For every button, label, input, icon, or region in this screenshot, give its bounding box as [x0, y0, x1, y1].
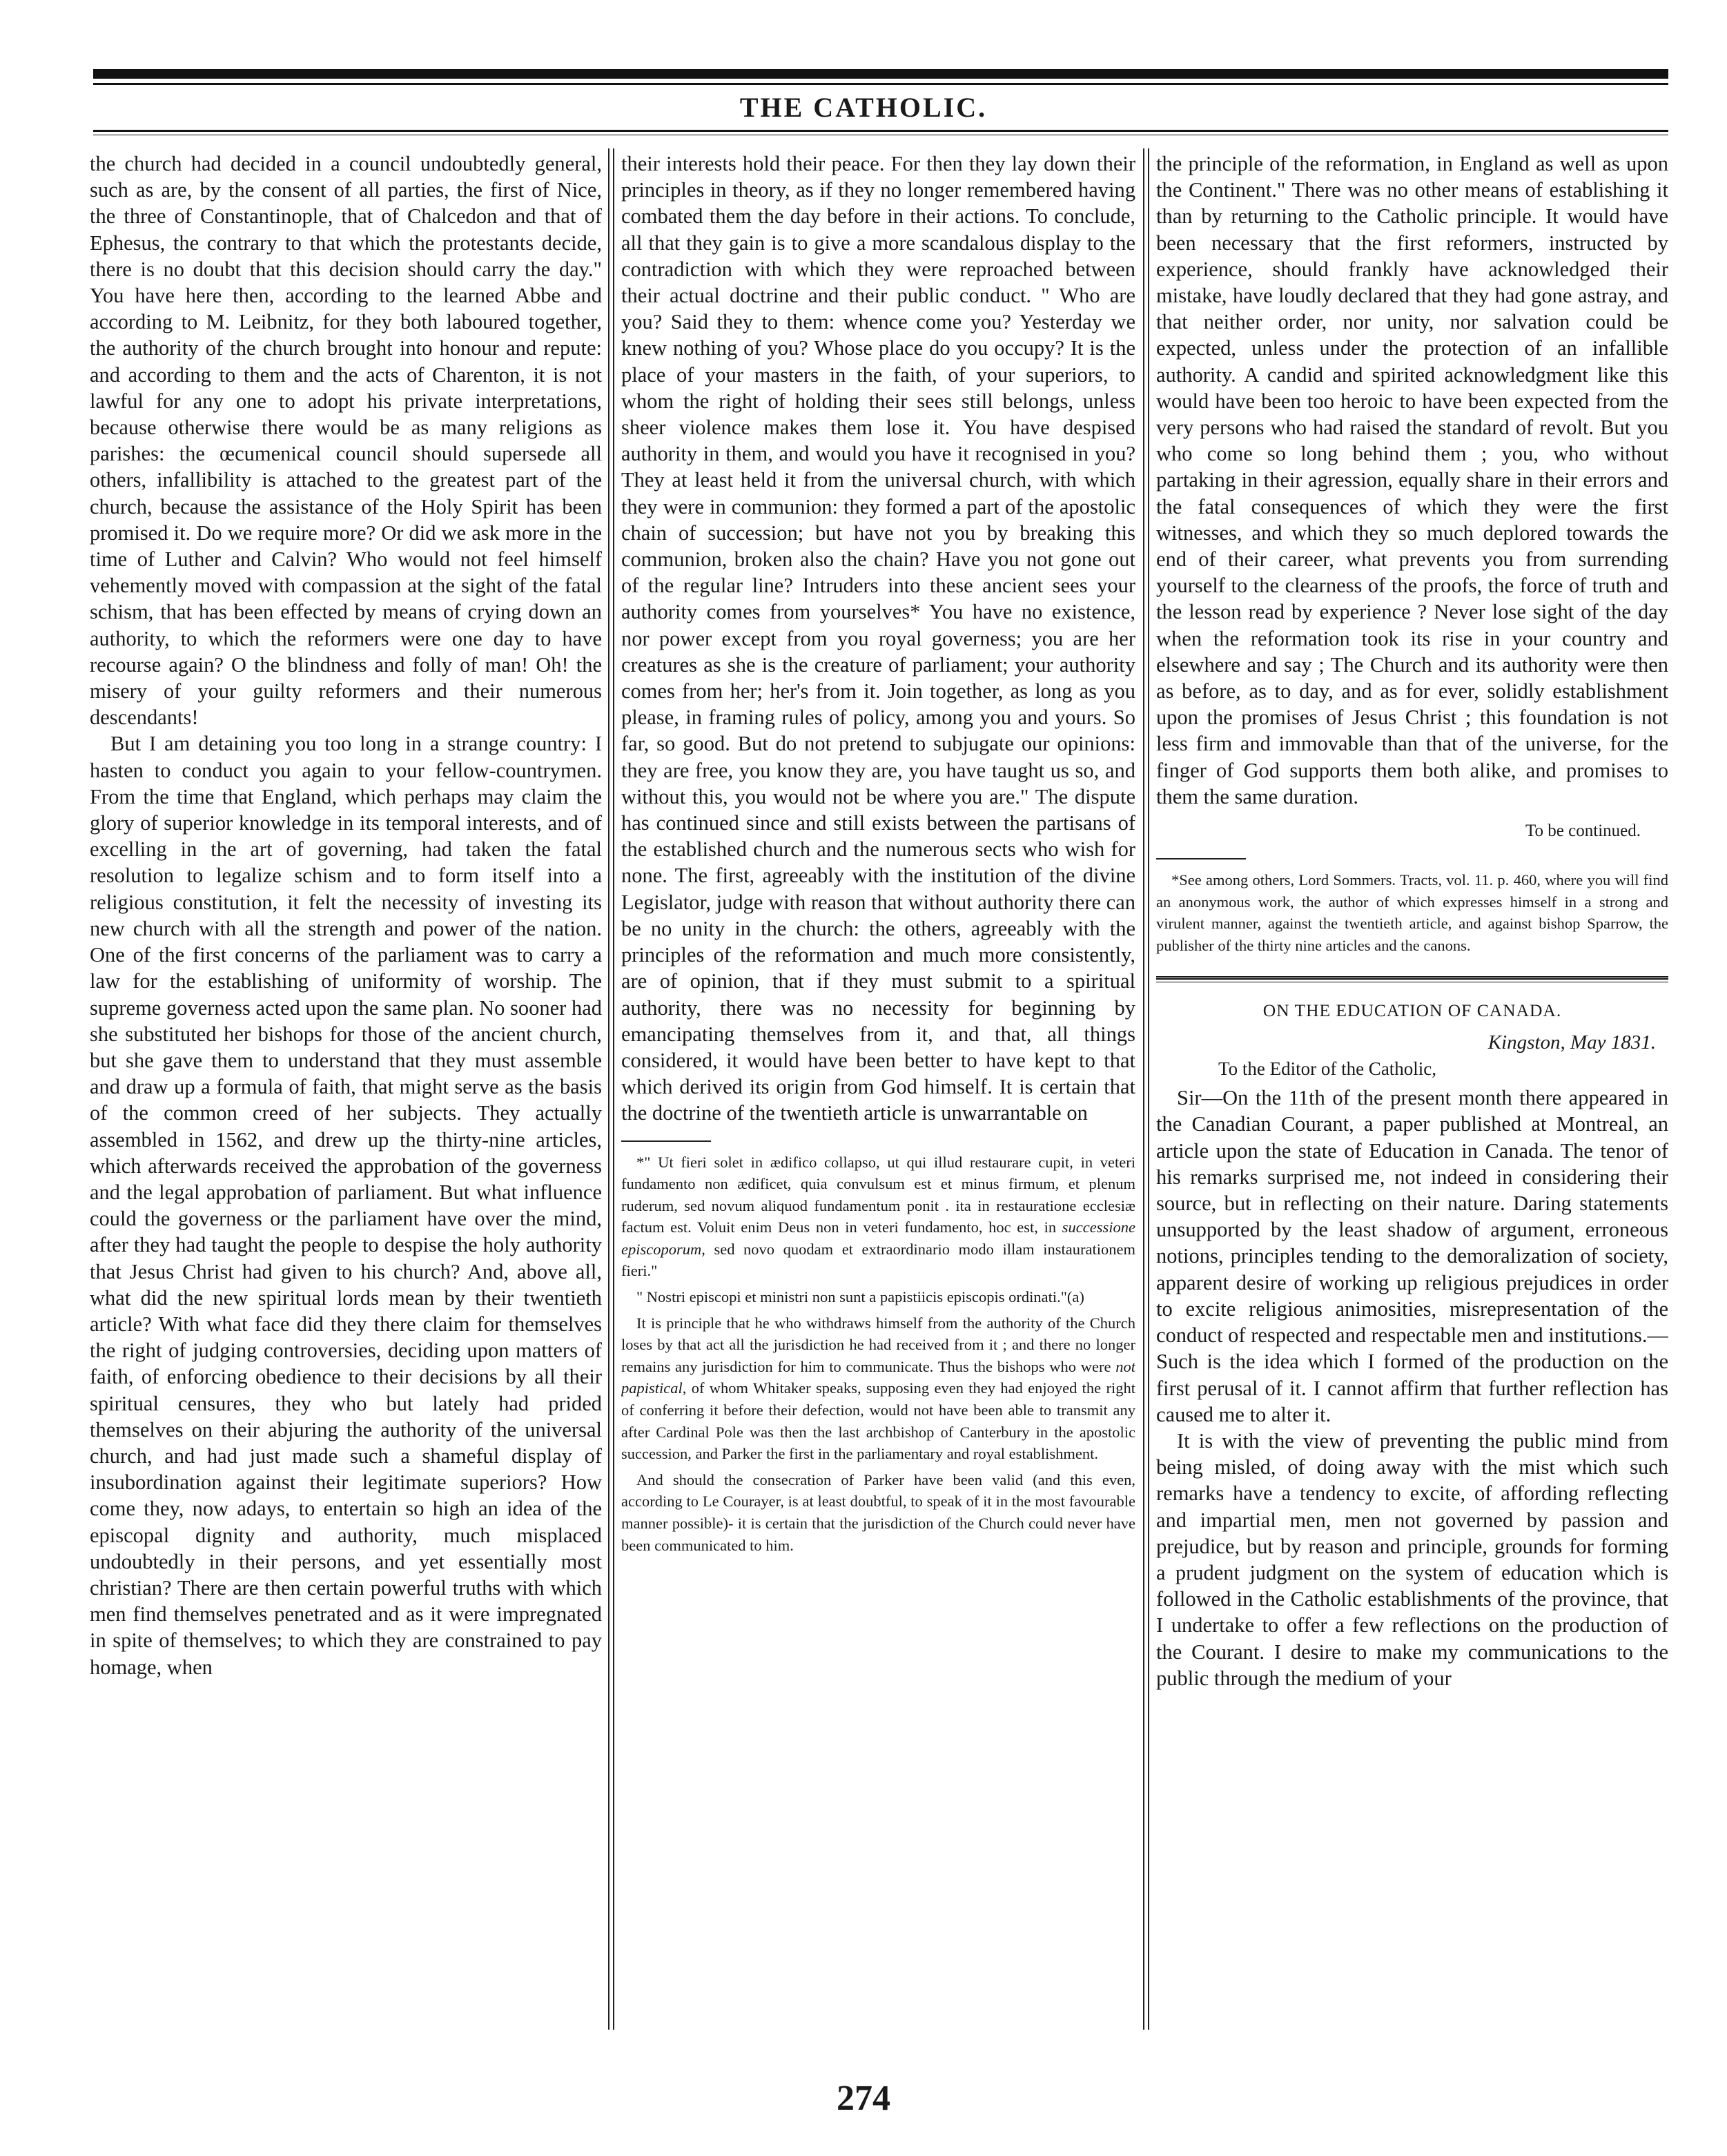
to-be-continued: To be continued. [1525, 822, 1641, 841]
top-thin-rule [93, 83, 1668, 85]
letter-paragraph-1: Sir—On the 11th of the present month there appeared in the Canadian Courant, a paper published at Montreal, an article upon the state of Education in Canada. The tenor of his remarks surprised me, not indeed in considering their source, but in reflecting on their nature. Daring statements unsupported by the least shadow of argument, erroneous notions, principles tending to the demoralization of society, apparent desire of working up religious prejudices in order to excite religious animosities, misrepresentation of the conduct of respected and respectable men and institutions.— Such is the idea which I formed of the production on the first perusal of it. I cannot affirm that further reflection has caused me to alter it. [1156, 1086, 1668, 1426]
col2-footnotes [621, 1152, 1135, 1557]
footnote-1-text-a: *" Ut fieri solet in ædifico collapso, ut qui illud restaurare cupit, in veteri fundamento non ædificet, quia convulsum est et minus firmum, et plenum ruderum, sed novum aliquod fundamentum ponit . ita in restaurationе ecclesiæ factum est. Voluit enim Deus non in veteri fundamento, hoc est, in [621, 1153, 1135, 1236]
page-title: THE CATHOLIC. [739, 92, 988, 123]
column-divider-2 [1143, 148, 1149, 2030]
section-divider [1156, 976, 1668, 982]
salutation: To the Editor of the Catholic, [1218, 1058, 1437, 1080]
letter-paragraph-2: It is with the view of preventing the public mind from being misled, of doing away with the mist which such remarks have a tendency to excite, of affording reflecting and impartial men, men not governed by passion and prejudice, but by reason and principle, grounds for forming a prudent judgment on the system of education which is followed in the Catholic establishments of the province, that I undertake to offer a few reflections on the production of the Courant. I desire to make my communications to the public through the medium of your [1156, 1428, 1668, 1690]
page-number: 274 [837, 2079, 890, 2118]
footnote-2: " Nostri episcopi et ministri non sunt a papistiicis episcopis ordinati."(a) [636, 1288, 1084, 1306]
footnote-3-text-b: , of whom Whitaker speaks, supposing even they had enjoyed the right of conferring it before their defection, would not have been able to transmit any after Cardinal Pole was then the last archbishop of Canterbury in the apostolic succession, and Parker the first in the parliamentary and royal establishment. [621, 1379, 1135, 1463]
footnote-1-text-b: , sed novo quodam et extraordinario modo illam instaurationem fieri." [621, 1240, 1135, 1280]
footnote-1-emphasis: successione episcoporum [621, 1218, 1135, 1258]
article-heading: ON THE EDUCATION OF CANADA. [1262, 1000, 1562, 1020]
col1-paragraph-1: the church had decided in a council undoubtedly general, such as are, by the consent of all parties, the first of Nice, the three of Constantinople, that of Chalcedon and that of Ephesus, the contrary to that which the protestants decide, there is no doubt that this decision should carry the day." You have here then, according to the learned Abbe and according to M. Leibnitz, for they both laboured together, the authority of the church brought into honour and repute: and according to them and the acts of Charenton, it is not lawful for any one to adopt his private interpretations, because otherwise there would be as many religions as parishes: the œcumenical council should supersede all others, infallibility is attached to the greatest part of the church, because the assistance of the Holy Spirit has been promised it. Do we require more? Or did we ask more in the time of Luther and Calvin? Who would not feel himself vehemently moved with compassion at the sight of the fatal schism, that has been effected by means of crying down an authority, to which the reformers were one day to have recourse again? O the blindness and folly of man! Oh! the misery of your guilty reformers and their numerous descendants! [90, 152, 602, 730]
header-rule-1 [93, 130, 1668, 132]
footnote-1 [621, 1152, 1135, 1283]
col3-paragraph-1: the principle of the reformation, in England as well as upon the Continent." There was no other means of establishing it than by returning to the Catholic principle. It would have been necessary that the first reformers, instructed by experience, should frankly have acknowledged their mistake, have loudly declared that they had gone astray, and that neither order, nor unity, nor salvation could be expected, unless under the protection of an infallible authority. A candid and spirited acknowledgment like this would have been too heroic to have been expected from the very persons who had raised the standard of revolt. But you who come so long behind them ; you, who without partaking in their agression, equally share in their errors and the fatal consequences of which they were the first witnesses, and which they so much deplored towards the end of their career, what prevents you from surrending yourself to the clearness of the proofs, the force of truth and the lesson read by experience ? Never lose sight of the day when the reformation took its rise in your country and elsewhere and say ; The Church and its authority were then as before, as to day, and as for ever, solidly establishment upon the promises of Jesus Christ ; this foundation is not less firm and immovable than that of the universe, for the finger of God supports them both alike, and promises to them the same duration. [1156, 152, 1668, 808]
column-divider-1 [608, 148, 614, 2030]
footnote-3-text-a: It is principle that he who withdraws himself from the authority of the Church loses by that act all the jurisdiction he had received from it ; and there no longer remains any jurisdiction for him to communicate. Thus the bishops who were [621, 1314, 1135, 1375]
dateline: Kingston, May 1831. [1487, 1031, 1656, 1053]
footnote-sommers: *See among others, Lord Sommers. Tracts, vol. 11. p. 460, where you will find an anonymous work, the author of which expresses himself in a strong and virulent manner, against the twentieth article, and against bishop Sparrow, the publisher of the thirty nine articles and the canons. [1156, 871, 1668, 955]
footnote-4: And should the consecration of Parker have been valid (and this even, according to Le Courayer, is at least doubtful, to speak of it in the most favourable manner possible)- it is certain that the jurisdiction of the Church could never have been communicated to him. [621, 1470, 1135, 1554]
column-1 [90, 150, 602, 2028]
col2-paragraph-1: their interests hold their peace. For then they lay down their principles in theory, as if they no longer remembered having combated them the day before in their actions. To conclude, all that they gain is to give a more scandalous display to the contradiction with which they were reproached between their actual doctrine and their public conduct. " Who are you? Said they to them: whence come you? Yesterday we knew nothing of you? Whose place do you occupy? It is the place of your masters in the faith, of your superiors, to whom the right of holding their sees still belongs, unless sheer violence makes them lose it. You have despised authority in them, and would you have it recognised in you? They at least held it from the universal church, with which they were in communion: they formed a part of the apostolic chain of succession; but have not you by breaking this communion, broken also the chain? Have you not gone out of the regular line? Intruders into these ancient sees your authority comes from yourselves* You have no existence, nor power except from you royal governess; you are her creatures as she is the creature of parliament; your authority comes from her; her's from it. Join together, as long as you please, in framing rules of policy, among you and yours. So far, so good. But do not pretend to subjugate our opinions: they are free, you know they are, you have taught us so, and without this, you would not be where you are." The dispute has continued since and still exists between the partisans of the established church and the numerous sects who wish for none. The first, agreeably with the institution of the divine Legislator, judge with reason that without authority there can be no unity in the church: the others, agreeably with the principles of the reformation and much more consistently, are of opinion, that if they must submit to a spiritual authority, there was no necessity for beginning by emancipating themselves from it, and that, all things considered, it would have been better to have kept to that which derived its origin from God himself. It is certain that the doctrine of the twentieth article is unwarrantable on [621, 152, 1135, 1125]
col3-footnote-rule [1156, 858, 1246, 860]
top-thick-rule [93, 69, 1668, 79]
column-3 [1156, 150, 1668, 2028]
column-2 [621, 150, 1135, 2028]
col3-footnote [1156, 869, 1668, 956]
footnote-3-emphasis: not papistical [621, 1357, 1135, 1397]
footnote-rule [621, 1140, 711, 1142]
footnote-3 [621, 1312, 1135, 1465]
col1-paragraph-2: But I am detaining you too long in a strange country: I hasten to conduct you again to your fellow-countrymen. From the time that England, which perhaps may claim the glory of superior knowledge in its temporal interests, and of excelling in the art of governing, had taken the fatal resolution to legalize schism and to form itself into a religious constitution, it felt the necessity of investing its new church with all the strength and power of the nation. One of the first concerns of the parliament was to carry a law for the establishing of uniformity of worship. The supreme governess acted upon the same plan. No sooner had she substituted her bishops for those of the ancient church, but she gave them to understand that they must assemble and draw up a formula of faith, that might serve as the basis of the common creed of her subjects. They actually assembled in 1562, and drew up the thirty-nine articles, which afterwards received the approbation of the governess and the legal approbation of parliament. But what influence could the governess or the parliament have over the mind, after they had taught the people to despise the holy authority that Jesus Christ had given to his church? And, above all, what did the new spiritual lords mean by their twentieth article? With what face did they there claim for themselves the right of judging controversies, deciding upon matters of faith, of enforcing obedience to their decisions by all their spiritual censures, they who but lately had prided themselves on their abjuring the authority of the universal church, and had just made such a shameful display of insubordination against their legitimate superiors? How come they, now adays, to entertain so high an idea of the episcopal dignity and authority, much misplaced undoubtedly in their persons, and yet essentially most christian? There are then certain powerful truths with which men find themselves penetrated and as it were impregnated in spite of themselves; to which they are constrained to pay homage, when [90, 732, 602, 1679]
